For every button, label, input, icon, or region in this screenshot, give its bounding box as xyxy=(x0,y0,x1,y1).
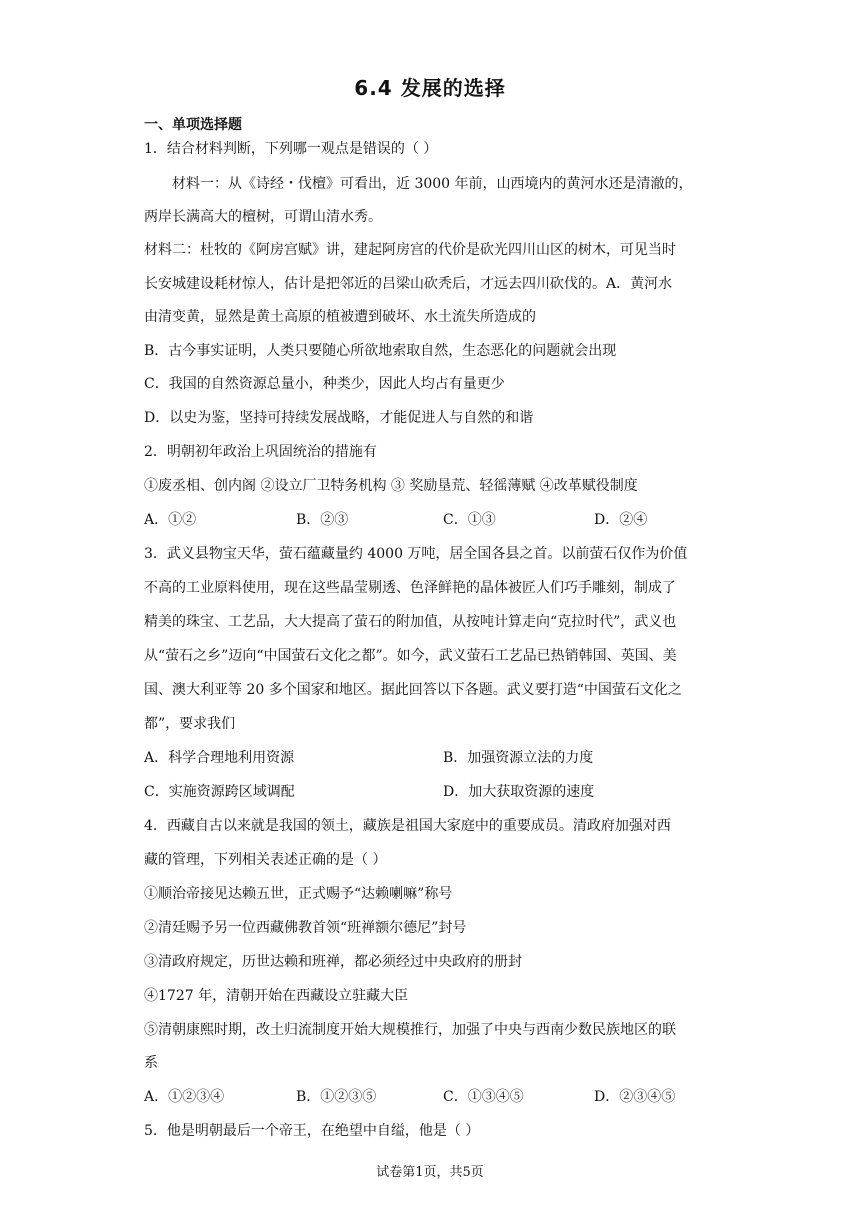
question-2-stem: 2．明朝初年政治上巩固统治的措施有 xyxy=(144,444,377,460)
q3-option-c: C．实施资源跨区域调配 xyxy=(144,784,295,800)
question-3-line-4: 从“萤石之乡”迈向“中国萤石文化之都”。如今，武义萤石工艺品已热销韩国、英国、美 xyxy=(144,648,677,664)
q3-option-b: B．加强资源立法的力度 xyxy=(443,750,594,766)
question-4-line-1: 4．西藏自古以来就是我国的领土，藏族是祖国大家庭中的重要成员。清政府加强对西 xyxy=(144,818,671,834)
q1-material-2-line-1: 材料二：杜牧的《阿房宫赋》讲，建起阿房宫的代价是砍光四川山区的树木，可见当时 xyxy=(144,242,676,258)
q4-statement-5-line-1: ⑤清朝康熙时期，改土归流制度开始大规模推行，加强了中央与西南少数民族地区的联 xyxy=(144,1022,676,1038)
q4-option-d: D．②③④⑤ xyxy=(594,1089,676,1105)
q3-option-d: D．加大获取资源的速度 xyxy=(443,784,595,800)
question-3-line-5: 国、澳大利亚等 20 多个国家和地区。据此回答以下各题。武义要打造“中国萤石文化之 xyxy=(144,682,682,698)
q2-option-b: B．②③ xyxy=(296,512,349,528)
question-5-stem: 5．他是明朝最后一个帝王，在绝望中自缢，他是（ ） xyxy=(144,1123,480,1139)
q1-option-c: C．我国的自然资源总量小，种类少，因此人均占有量更少 xyxy=(144,376,505,392)
q2-option-c: C．①③ xyxy=(443,512,496,528)
q4-option-c: C．①③④⑤ xyxy=(443,1089,524,1105)
q2-option-a: A．①② xyxy=(144,512,197,528)
page-footer: 试卷第1页，共5页 xyxy=(376,1165,484,1180)
question-1-stem: 1．结合材料判断，下列哪一观点是错误的（ ） xyxy=(144,141,438,157)
q4-statement-5-line-2: 系 xyxy=(144,1055,158,1071)
q1-material-1-line-2: 两岸长满高大的檀树，可谓山清水秀。 xyxy=(144,209,382,225)
question-3-line-3: 精美的珠宝、工艺品，大大提高了萤石的附加值，从按吨计算走向“克拉时代”，武义也 xyxy=(144,614,677,630)
question-3-line-2: 不高的工业原料使用，现在这些晶莹剔透、色泽鲜艳的晶体被匠人们巧手雕刻，制成了 xyxy=(144,580,676,596)
q4-statement-1: ①顺治帝接见达赖五世，正式赐予“达赖喇嘛”称号 xyxy=(144,886,453,902)
q4-statement-2: ②清廷赐予另一位西藏佛教首领“班禅额尔德尼”封号 xyxy=(144,920,467,936)
section-heading: 一、单项选择题 xyxy=(144,117,242,133)
q4-option-a: A．①②③④ xyxy=(144,1089,225,1105)
q2-items: ①废丞相、创内阁 ②设立厂卫特务机构 ③ 奖励垦荒、轻徭薄赋 ④改革赋役制度 xyxy=(144,478,638,494)
question-3-line-1: 3．武义县物宝天华，萤石蕴藏量约 4000 万吨，居全国各县之首。以前萤石仅作为价值 xyxy=(144,546,688,562)
q1-material-2-line-2: 长安城建设耗材惊人，估计是把邻近的吕梁山砍秃后，才远去四川砍伐的。A．黄河水 xyxy=(144,276,673,292)
q2-option-d: D．②④ xyxy=(594,512,648,528)
q4-statement-4: ④1727 年，清朝开始在西藏设立驻藏大臣 xyxy=(144,988,409,1004)
q1-material-1-line-1: 材料一：从《诗经・伐檀》可看出，近 3000 年前，山西境内的黄河水还是清澈的， xyxy=(172,176,693,192)
question-3-line-6: 都”，要求我们 xyxy=(144,716,236,732)
page-title: 6.4 发展的选择 xyxy=(354,76,506,100)
question-4-line-2: 藏的管理，下列相关表述正确的是（ ） xyxy=(144,852,387,868)
q3-option-a: A．科学合理地利用资源 xyxy=(144,750,295,766)
q4-option-b: B．①②③⑤ xyxy=(296,1089,377,1105)
q1-option-d: D．以史为鉴，坚持可持续发展战略，才能促进人与自然的和谐 xyxy=(144,410,534,426)
q4-statement-3: ③清政府规定，历世达赖和班禅，都必须经过中央政府的册封 xyxy=(144,954,522,970)
q1-material-2-line-3: 由清变黄，显然是黄土高原的植被遭到破坏、水土流失所造成的 xyxy=(144,309,536,325)
q1-option-b: B．古今事实证明，人类只要随心所欲地索取自然，生态恶化的问题就会出现 xyxy=(144,343,617,359)
